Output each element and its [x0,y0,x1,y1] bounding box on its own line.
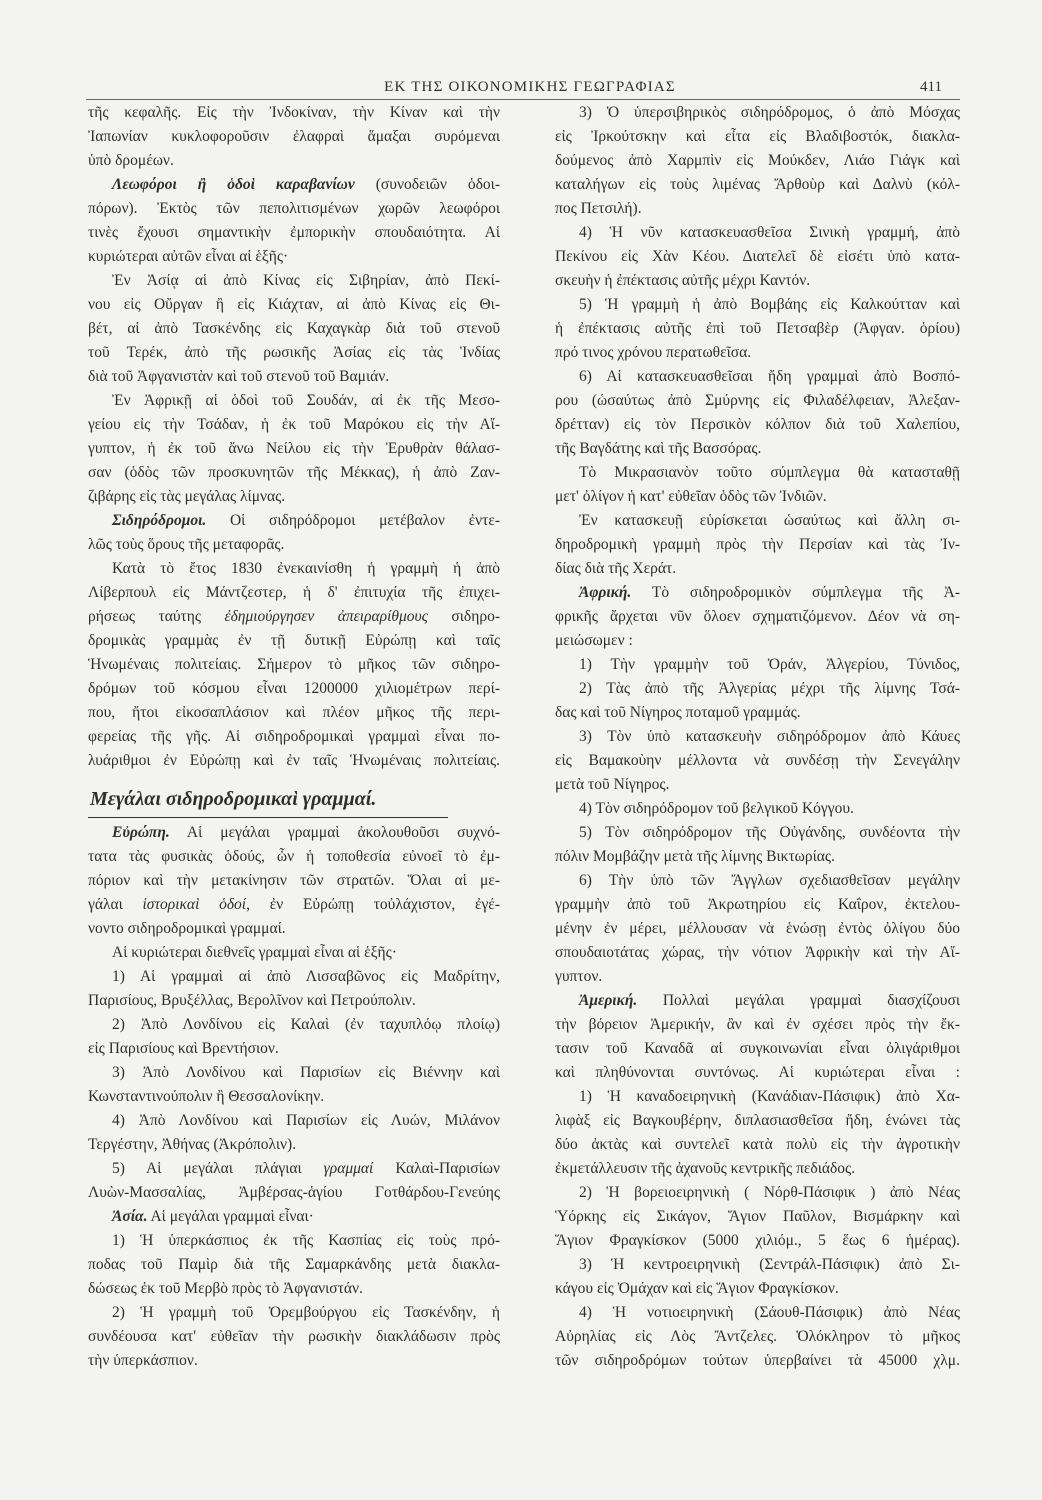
text-line [555,1277,960,1301]
text-segment: Ἡνωμέναις πολιτείαις. Σήμερον τὸ μῆκος τῶν σιδηρο- [88,656,500,673]
text-line [88,1157,500,1181]
text-segment: που, ἤτοι εἰκοσαπλάσιον καὶ πλέον μῆκος τῆς περι- [88,704,500,721]
text-line [555,1133,960,1157]
text-segment: Λίβερπουλ εἰς Μάντζεστερ, ἡ δ' ἐπιτυχία τῆς ἐπιχει- [88,584,500,601]
text-segment: διὰ τοῦ Ἀφγανιστὰν καὶ τοῦ στενοῦ τοῦ Βαμιάν. [88,368,390,385]
text-segment: λιφὰξ εἰς Βαγκουβέρην, διπλασιασθεῖσα ἤδη, ἑνώνει τὰς [555,1112,960,1129]
text-segment: Τεργέστην, Ἀθήνας (Ἀκρόπολιν). [88,1136,297,1153]
text-segment: 1) Ἡ καναδοειρηνικὴ (Κανάδιαν-Πάσιφικ) ἀπὸ Χα- [579,1088,960,1105]
text-line [555,725,960,749]
page-number: 411 [920,79,942,95]
text-segment: δηροδρομικὴ γραμμὴ πρὸς τὴν Περσίαν καὶ τὰς Ἰν- [555,536,960,553]
section-heading-underline [88,817,448,818]
text-line [88,653,500,677]
text-line [88,173,500,197]
text-line [88,293,500,317]
text-segment: γραμμὴν ἀπὸ τοῦ Ἀκρωτηρίου εἰς Καΐρον, ἐκτελου- [555,896,960,913]
text-line [88,629,500,653]
emphasized-text: Εὐρώπη. [112,824,170,841]
emphasized-text: Ἀσία. [112,1208,148,1225]
text-line [555,629,960,653]
text-line [88,725,500,749]
text-line [555,509,960,533]
header-rule [86,99,960,100]
text-segment: Αἱ κυριώτεραι διεθνεῖς γραμμαὶ εἶναι αἱ ἑξῆς· [112,944,397,961]
text-segment: Λυὼν-Μασσαλίας, Ἀμβέρσας-ἁγίου Γοτθάρδου-Γενεύης [88,1184,500,1201]
text-segment: κάγου εἰς Ὀμάχαν καὶ εἰς Ἅγιον Φραγκίσκον. [555,1280,839,1297]
text-line [555,1301,960,1325]
text-line [555,773,960,797]
text-segment: 4) Τὸν σιδηρόδρομον τοῦ βελγικοῦ Κόγγου. [579,800,854,817]
text-line [555,533,960,557]
text-segment: 4) Ἡ νῦν κατασκευασθεῖσα Σινικὴ γραμμή, ἀπὸ [579,224,960,241]
text-line [88,677,500,701]
text-line [555,149,960,173]
text-line [555,1229,960,1253]
text-line [88,1253,500,1277]
emphasized-text: Σιδηρόδρομοι. [112,512,207,529]
text-segment: 1) Τὴν γραμμὴν τοῦ Ὀράν, Ἀλγερίου, Τύνιδος, [579,656,960,673]
text-segment: μένην ἐν μέρει, μέλλουσαν νὰ ἑνώσῃ ἐντὸς ὀλίγου δύο [555,920,960,937]
text-segment: εἰς Βαμακοὺην μέλλοντα νὰ συνδέσῃ τὴν Σενεγάλην [555,752,960,769]
text-segment: καταλήγων εἰς τοὺς λιμένας Ἄρθοὺρ καὶ Δαλνὺ (κόλ- [555,176,960,193]
text-line [555,581,960,605]
text-line [88,485,500,509]
emphasized-text: Ἀμερική. [579,992,638,1009]
text-line [88,1181,500,1205]
text-segment: Τὸ Μικρασιανὸν τοῦτο σύμπλεγμα θὰ κατασταθῇ [579,464,960,481]
text-segment: 6) Αἱ κατασκευασθεῖσαι ἤδη γραμμαὶ ἀπὸ Βοσπό- [579,368,960,385]
text-line [88,221,500,245]
text-line [555,797,960,821]
text-line [555,701,960,725]
section-heading: Μεγάλαι σιδηροδρομικαὶ γραμμαί. [90,788,377,810]
text-segment: 4) Ἀπὸ Λονδίνου καὶ Παρισίων εἰς Λυών, Μιλάνον [112,1112,500,1129]
text-line [88,317,500,341]
text-segment: μετ' ὀλίγον ἡ κατ' εὐθεῖαν ὁδὸς τῶν Ἰνδιῶν. [555,488,827,505]
text-segment: 3) Τὸν ὑπὸ κατασκευὴν σιδηρόδρομον ἀπὸ Κάυες [579,728,960,745]
text-line [88,1205,500,1229]
text-line [88,749,500,773]
text-line [88,1037,500,1061]
text-line [555,245,960,269]
text-segment: γυπτον, ἡ ἐκ τοῦ ἄνω Νείλου εἰς τὴν Ἐρυθρὰν θάλασ- [88,440,500,457]
text-segment: δώσεως ἐκ τοῦ Μερβὸ πρὸς τὸ Ἀφγανιστάν. [88,1280,363,1297]
text-segment: 5) Ἡ γραμμὴ ἡ ἀπὸ Βομβάης εἰς Καλκούτταν καὶ [579,296,960,313]
text-line [555,941,960,965]
text-segment: νοντο σιδηροδρομικαὶ γραμμαί. [88,920,286,937]
text-line [555,1253,960,1277]
text-line [555,749,960,773]
text-segment: 6) Τὴν ὑπὸ τῶν Ἄγγλων σχεδιασθεῖσαν μεγάλην [579,872,960,889]
text-segment: γυπτον. [555,968,603,985]
text-line [555,1181,960,1205]
text-segment: 4) Ἡ νοτιοειρηνικὴ (Σάουθ-Πάσιφικ) ἀπὸ Νέας [579,1304,960,1321]
text-line [555,197,960,221]
text-line [555,1109,960,1133]
text-segment: Πολλαὶ μεγάλαι γραμμαὶ διασχίζουσι [637,992,960,1009]
text-line [88,245,500,269]
left-column-lower-text [88,821,500,1373]
text-segment: Ἰαπωνίαν κυκλοφοροῦσιν ἐλαφραὶ ἅμαξαι συρόμεναι [88,128,500,145]
text-segment: τῆς κεφαλῆς. Εἰς τὴν Ἰνδοκίναν, τὴν Κίναν καὶ τὴν [88,104,500,121]
text-segment: δίας διὰ τῆς Χεράτ. [555,560,677,577]
text-segment: ρήσεως ταύτης [88,608,225,625]
text-segment: νου εἰς Οὔργαν ἢ εἰς Κιάχταν, αἱ ἀπὸ Κίνας εἰς Θι- [88,296,500,313]
text-segment: πόλιν Μομβάζην μετὰ τῆς λίμνης Βικτωρίας. [555,848,835,865]
text-segment: μειώσωμεν : [555,632,633,649]
text-segment: 5) Τὸν σιδηρόδρομον τῆς Οὐγάνδης, συνδέοντα τὴν [579,824,960,841]
text-segment: Αἱ μεγάλαι γραμμαὶ εἶναι· [147,1208,314,1225]
text-segment: τασιν τοῦ Καναδᾶ αἱ συγκοινωνίαι εἶναι ὀλιγάριθμοι [555,1040,960,1057]
text-line [555,437,960,461]
text-segment: τατα τὰς φυσικὰς ὁδούς, ὧν ἡ τοποθεσία εὐνοεῖ τὸ ἐμ- [88,848,500,865]
text-line [88,101,500,125]
text-line [88,1349,500,1373]
text-line [555,989,960,1013]
text-segment: εἰς Παρισίους καὶ Βρεντήσιον. [88,1040,279,1057]
text-line [555,1037,960,1061]
text-segment: σκευὴν ἡ ἐπέκτασις αὐτῆς μέχρι Καντόν. [555,272,811,289]
text-line [88,869,500,893]
text-line [88,941,500,965]
text-line [555,965,960,989]
text-line [555,1205,960,1229]
left-column-upper-text [88,101,500,773]
text-segment: δρέτταν) εἰς τὸν Περσικὸν κόλπον διὰ τοῦ Χαλεπίου, [555,416,960,433]
text-line [88,821,500,845]
text-segment: Πεκίνου εἰς Χὰν Κέου. Διατελεῖ δὲ εἰσέτι ὑπὸ κατα- [555,248,960,265]
text-line [555,605,960,629]
text-segment: λῶς τοὺς ὅρους τῆς μεταφορᾶς. [88,536,285,553]
text-line [555,461,960,485]
text-line [88,197,500,221]
text-segment: λυάριθμοι ἐν Εὐρώπῃ καὶ ἐν ταῖς Ἡνωμέναις πολιτείαις. [88,752,500,769]
text-segment: 1) Ἡ ὑπερκάσπιος ἐκ τῆς Κασπίας εἰς τοὺς πρό- [112,1232,500,1249]
text-segment: Παρισίους, Βρυξέλλας, Βερολῖνον καὶ Πετρούπολιν. [88,992,416,1009]
text-line [88,1133,500,1157]
text-segment: τὴν ὑπερκάσπιον. [88,1352,198,1369]
text-segment: 2) Ἡ γραμμὴ τοῦ Ὀρεμβούργου εἰς Τασκένδην, ἡ [112,1304,500,1321]
text-segment: τινὲς ἔχουσι σημαντικὴν ἐμπορικὴν σπουδαιότητα. Αἱ [88,224,500,241]
text-segment: 3) Ὁ ὑπερσιβηρικὸς σιδηρόδρομος, ὁ ἀπὸ Μόσχας [579,104,960,121]
text-segment: σπουδαιοτάτας χώρας, τὴν νότιον Ἀφρικὴν καὶ τὴν Αἴ- [555,944,960,961]
text-segment: Ἅγιον Φραγκίσκον (5000 χιλιόμ., 5 ἕως 6 ἡμέρας). [555,1232,960,1249]
text-segment: Οἱ σιδηρόδρομοι μετέβαλον ἐντε- [206,512,500,529]
text-segment: 1) Αἱ γραμμαὶ αἱ ἀπὸ Λισσαβῶνος εἰς Μαδρίτην, [112,968,500,985]
text-line [88,965,500,989]
text-segment: τοῦ Τερέκ, ἀπὸ τῆς ρωσικῆς Ἀσίας εἰς τὰς Ἰνδίας [88,344,500,361]
text-line [555,269,960,293]
text-segment: 5) Αἱ μεγάλαι πλάγιαι [112,1160,324,1177]
text-segment: γάλαι [88,896,143,913]
text-segment: δρομικὰς γραμμὰς ἐν τῇ δυτικῇ Εὐρώπῃ καὶ ταῖς [88,632,500,649]
text-line [88,845,500,869]
text-segment: δας καὶ τοῦ Νίγηρος ποταμοῦ γραμμάς. [555,704,801,721]
text-segment: Αὐρηλίας εἰς Λὸς Ἄντζελες. Ὁλόκληρον τὸ μῆκος [555,1328,960,1345]
text-line [88,1013,500,1037]
text-line [555,821,960,845]
text-segment: 3) Ἀπὸ Λονδίνου καὶ Παρισίων εἰς Βιέννην καὶ [112,1064,500,1081]
text-segment: δύο ἀκτὰς καὶ συντελεῖ κατὰ πολὺ εἰς τὴν ἀγροτικὴν [555,1136,960,1153]
text-line [555,221,960,245]
text-line [555,677,960,701]
text-segment: ἐκμετάλλευσιν τῆς ἀχανοῦς κεντρικῆς πεδιάδος. [555,1160,856,1177]
text-line [88,461,500,485]
text-line [88,509,500,533]
text-segment: τῆς Βαγδάτης καὶ τῆς Βασσόρας. [555,440,762,457]
text-segment: Τὸ σιδηροδρομικὸν σύμπλεγμα τῆς Ἀ- [631,584,960,601]
text-segment: φρικῆς ἄρχεται νῦν ὅλοεν σχηματιζόμενον. Δέον νὰ ση- [555,608,960,625]
text-line [88,125,500,149]
text-line [88,581,500,605]
text-line [88,1109,500,1133]
text-segment: 2) Ἡ βορειοειρηνικὴ ( Νόρθ-Πάσιφικ ) ἀπὸ Νέας [579,1184,960,1201]
text-line [555,101,960,125]
text-line [88,1301,500,1325]
running-header-title: ΕΚ ΤΗΣ ΟΙΚΟΝΟΜΙΚΗΣ ΓΕΩΓΡΑΦΙΑΣ [384,79,676,95]
text-line [88,1277,500,1301]
text-line [88,149,500,173]
text-segment: ὑπὸ δρομέων. [88,152,174,169]
text-line [555,173,960,197]
text-line [555,1085,960,1109]
text-segment: Ὑόρκης εἰς Σικάγον, Ἅγιον Παῦλον, Βισμάρκην καὶ [555,1208,960,1225]
text-segment: Αἱ μεγάλαι γραμμαὶ ἀκολουθοῦσι συχνό- [169,824,500,841]
text-line [555,365,960,389]
text-line [88,1085,500,1109]
text-line [555,1325,960,1349]
right-column-text [555,101,960,1373]
text-line [88,365,500,389]
emphasized-text: Ἀφρική. [579,584,632,601]
text-line [555,1013,960,1037]
text-segment: Καλαὶ-Παρισίων [373,1160,500,1177]
text-segment: δούμενος ἀπὸ Χαρμπὶν εἰς Μούκδεν, Λιάο Γιάγκ καὶ [555,152,960,169]
text-line [555,341,960,365]
text-line [555,317,960,341]
text-line [555,653,960,677]
text-segment: , ἐν Εὐρώπῃ τοὐλάχιστον, ἐγέ- [246,896,500,913]
text-line [88,557,500,581]
text-segment: τὴν βόρειον Ἀμερικήν, ἂν καὶ ἐν σχέσει πρὸς τὴν ἔκ- [555,1016,960,1033]
text-line [88,1229,500,1253]
text-segment: πρό τινος χρόνου περατωθεῖσα. [555,344,752,361]
text-segment: ἡ ἐπέκτασις αὐτῆς ἐπὶ τοῦ Πετσαβὲρ (Ἀφγαν. ὁρίου) [555,320,960,337]
emphasized-text: Λεωφόροι ἢ ὁδοὶ καραβανίων [112,176,355,193]
text-line [555,869,960,893]
text-segment: δρόμων τοῦ κόσμου εἶναι 1200000 χιλιομέτρων περί- [88,680,500,697]
text-line [88,341,500,365]
emphasized-text: ἱστορικαὶ ὁδοί [142,896,247,913]
text-line [88,701,500,725]
text-segment: 2) Τὰς ἀπὸ τῆς Ἀλγερίας μέχρι τῆς λίμνης Τσά- [579,680,960,697]
text-segment: 3) Ἡ κεντροειρηνικὴ (Σεντράλ-Πάσιφικ) ἀπὸ Σι- [579,1256,960,1273]
text-segment: φερείας τῆς γῆς. Αἱ σιδηροδρομικαὶ γραμμαὶ εἶναι πο- [88,728,500,745]
text-segment: ζιβάρης εἰς τὰς μεγάλας λίμνας. [88,488,286,505]
text-segment: συνδέουσα κατ' εὐθεῖαν τὴν ρωσικὴν διακλάδωσιν πρὸς [88,1328,500,1345]
text-line [88,989,500,1013]
text-line [88,437,500,461]
text-line [88,533,500,557]
text-line [555,893,960,917]
text-segment: σαν (ὁδὸς τῶν προσκυνητῶν τῆς Μέκκας), ἡ ἀπὸ Ζαν- [88,464,500,481]
text-segment: Ἐν Ἀσίᾳ αἱ ἀπὸ Κίνας εἰς Σιβηρίαν, ἀπὸ Πεκί- [112,272,500,289]
text-line [88,1061,500,1085]
text-line [555,125,960,149]
text-line [555,845,960,869]
emphasized-text: γραμμαί [323,1160,374,1177]
text-segment: πος Πετσιλή). [555,200,642,217]
text-line [555,917,960,941]
text-segment: εἰς Ἰρκούτσκην καὶ εἶτα εἰς Βλαδιβοστόκ, διακλα- [555,128,960,145]
text-line [88,893,500,917]
text-line [88,1325,500,1349]
text-segment: πόρων). Ἐκτὸς τῶν πεπολιτισμένων χωρῶν λεωφόροι [88,200,500,217]
text-line [88,605,500,629]
text-segment: μετὰ τοῦ Νίγηρος. [555,776,670,793]
text-line [555,557,960,581]
text-line [88,269,500,293]
text-segment: σιδηρο- [427,608,500,625]
text-line [555,1349,960,1373]
text-segment: ρου (ὡσαύτως ἀπὸ Σμύρνης εἰς Φιλαδέλφειαν, Ἀλεξαν- [555,392,960,409]
text-segment: ποδας τοῦ Παμὶρ διὰ τῆς Σαμαρκάνδης μετὰ διακλα- [88,1256,500,1273]
emphasized-text: ἐδημιούργησεν ἀπειραρίθμους [224,608,428,625]
text-segment: 2) Ἀπὸ Λονδίνου εἰς Καλαὶ (ἐν ταχυπλόῳ πλοίῳ) [112,1016,500,1033]
text-segment: Ἐν Ἀφρικῇ αἱ ὁδοὶ τοῦ Σουδάν, αἱ ἐκ τῆς Μεσο- [112,392,500,409]
text-segment: κυριώτεραι αὐτῶν εἶναι αἱ ἑξῆς· [88,248,289,265]
text-line [555,293,960,317]
text-line [555,1157,960,1181]
text-line [555,1061,960,1085]
text-segment: τῶν σιδηροδρόμων τούτων ὑπερβαίνει τὰ 45000 χλμ. [555,1352,960,1369]
text-line [555,413,960,437]
text-segment: γείου εἰς τὴν Τσάδαν, ἡ ἐκ τοῦ Μαρόκου εἰς τὴν Αἴ- [88,416,500,433]
text-segment: πόριον καὶ τὴν μετακίνησιν τῶν στρατῶν. Ὅλαι αἱ με- [88,872,500,889]
text-line [555,389,960,413]
text-segment: Κατὰ τὸ ἔτος 1830 ἐνεκαινίσθη ἡ γραμμὴ ἡ ἀπὸ [112,560,500,577]
text-line [555,485,960,509]
text-line [88,389,500,413]
text-segment: (συνοδειῶν ὁδοι- [354,176,500,193]
text-line [88,413,500,437]
text-segment: Ἐν κατασκευῇ εὑρίσκεται ὡσαύτως καὶ ἄλλη σι- [579,512,960,529]
text-line [88,917,500,941]
text-segment: βέτ, αἱ ἀπὸ Τασκένδης εἰς Καχαγκὰρ διὰ τοῦ στενοῦ [88,320,500,337]
text-segment: Κωνσταντινούπολιν ἢ Θεσσαλονίκην. [88,1088,325,1105]
text-segment: καὶ πληθύνονται συντόνως. Αἱ κυριώτεραι εἶναι : [555,1064,960,1081]
